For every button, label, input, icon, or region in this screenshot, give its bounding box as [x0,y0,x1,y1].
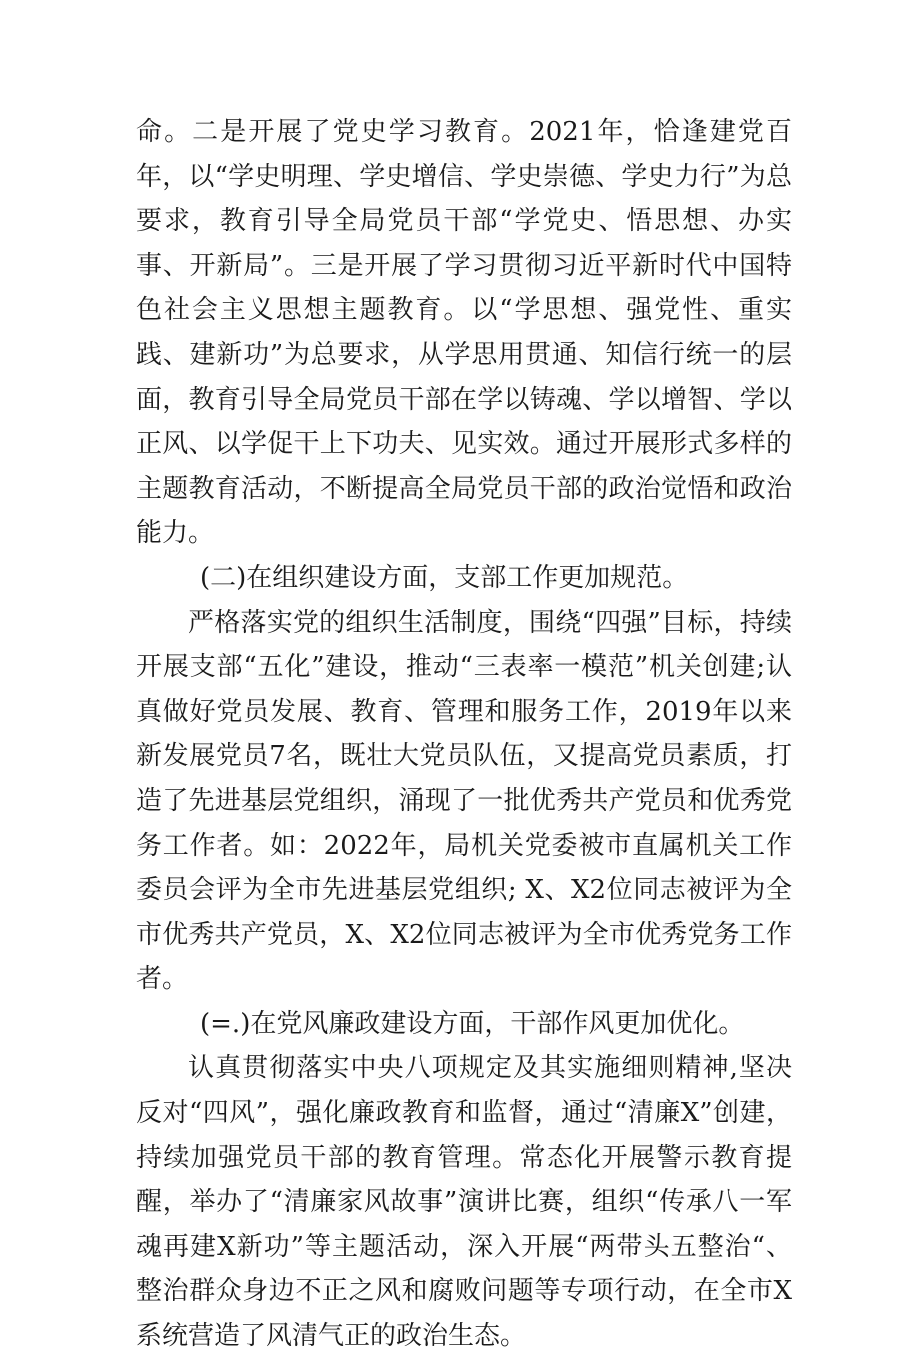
paragraph-clean-governance: 认真贯彻落实中央八项规定及其实施细则精神,坚决反对“四风”，强化廉政教育和监督，通过“清廉X”创建，持续加强党员干部的教育管理。常态化开展警示教育提醒，举办了“清廉家风故事”演讲比赛，组织“传承八一军魂再建X新功”等主题活动，深入开展“两带头五整治“、整治群众身边不正之风和腐败问题等专项行动，在全市X系统营造了风清气正的政治生态。 [136,1053,792,1352]
document-body [136,110,792,1359]
section-heading-clean-governance: (=.)在党风廉政建设方面，干部作风更加优化。 [200,1008,745,1039]
section-heading-organization-building: (二)在组织建设方面，支部工作更加规范。 [200,562,689,593]
paragraph-organization-building: 严格落实党的组织生活制度，围绕“四强”目标，持续开展支部“五化”建设，推动“三表率一模范”机关创建;认真做好党员发展、教育、管理和服务工作，2019年以来新发展党员7名，既壮大党员队伍，又提高党员素质，打造了先进基层党组织，涌现了一批优秀共产党员和优秀党务工作者。如：2022年，局机关党委被市直属机关工作委员会评为全市先进基层党组织; X、X2位同志被评为全市优秀共产党员，X、X2位同志被评为全市优秀党务工作者。 [136,607,792,995]
paragraph-party-history-education: 命。二是开展了党史学习教育。2021年，恰逢建党百年，以“学史明理、学史增信、学史崇德、学史力行”为总要求，教育引导全局党员干部“学党史、悟思想、办实事、开新局”。三是开展了学习贯彻习近平新时代中国特色社会主义思想主题教育。以“学思想、强党性、重实践、建新功”为总要求，从学思用贯通、知信行统一的层面，教育引导全局党员干部在学以铸魂、学以增智、学以正风、以学促干上下功夫、见实效。通过开展形式多样的主题教育活动，不断提高全局党员干部的政治觉悟和政治能力。 [136,117,792,549]
